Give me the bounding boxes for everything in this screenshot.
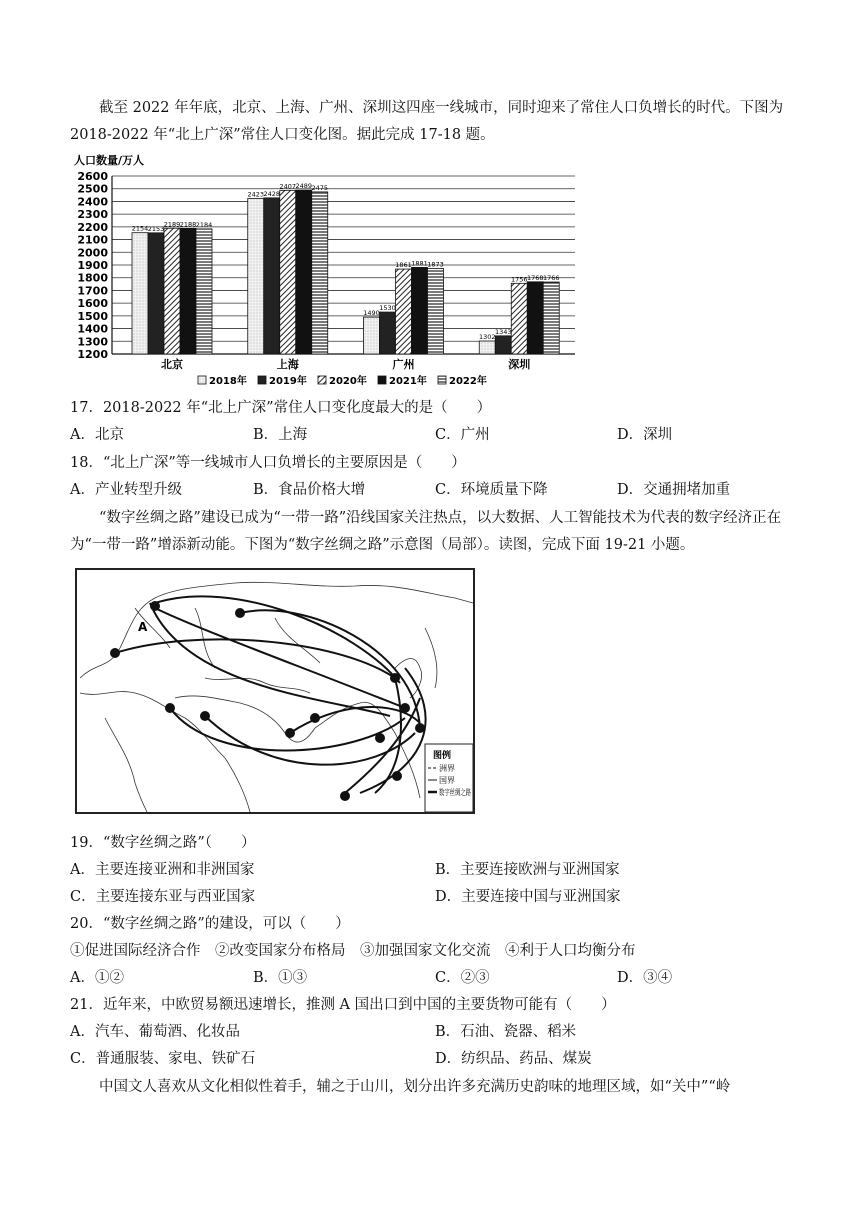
y-tick-label: 1900	[77, 259, 108, 272]
question-19-options-row-2	[70, 884, 810, 911]
q21-option-b[interactable]: B．石油、瓷器、稻米	[435, 1024, 577, 1040]
q17-option-b[interactable]: B．上海	[253, 427, 308, 443]
legend-label: 2020年	[329, 376, 367, 387]
question-19-options-row-1	[70, 857, 810, 884]
q18-option-a[interactable]: A．产业转型升级	[70, 482, 182, 498]
q18-option-b[interactable]: B．食品价格大增	[253, 482, 366, 498]
bar	[527, 282, 543, 354]
intro-paragraph-2: “数字丝绸之路”建设已成为“一带一路”沿线国家关注热点，以大数据、人工智能技术为代表的数字经济正在为“一带一路”增添新动能。下图为“数字丝绸之路”示意图（局部）。读图，完成下面 19-21 小题。	[70, 510, 782, 553]
q19-option-a[interactable]: A．主要连接亚洲和非洲国家	[70, 862, 255, 878]
legend-label: 2018年	[209, 376, 247, 387]
q19-option-d[interactable]: D．主要连接中国与亚洲国家	[435, 889, 621, 905]
legend-swatch	[378, 376, 386, 384]
question-21-stem: 21．近年来，中欧贸易额迅速增长，推测 A 国出口到中国的主要货物可能有（ ）	[70, 997, 616, 1013]
x-tick-label: 上海	[276, 358, 299, 371]
q21-option-d[interactable]: D．纺织品、药品、煤炭	[435, 1051, 592, 1067]
bar-value-label: 1881	[411, 259, 428, 268]
legend-swatch	[318, 376, 326, 384]
map-node	[165, 703, 175, 713]
x-tick-label: 广州	[392, 358, 415, 371]
question-20-stem: 20．“数字丝绸之路”的建设，可以（ ）	[70, 916, 350, 932]
bar	[479, 341, 495, 354]
chart-svg	[70, 150, 580, 396]
bar-value-label: 1768	[526, 273, 544, 282]
bar-value-label: 1530	[379, 304, 396, 313]
legend-swatch	[438, 376, 446, 384]
y-tick-label: 2500	[77, 182, 108, 196]
q20-option-a[interactable]: A．①②	[70, 970, 124, 986]
map-node	[110, 648, 120, 658]
bar	[364, 317, 380, 354]
bar	[380, 312, 396, 354]
bar-value-label: 1302	[478, 333, 496, 342]
q17-option-a[interactable]: A．北京	[70, 427, 124, 443]
legend-title: 图例	[433, 751, 452, 761]
bar	[495, 336, 511, 354]
bar-value-label: 2428	[263, 189, 281, 198]
bar	[164, 228, 180, 354]
question-18-options	[70, 477, 810, 504]
bar-value-label: 1343	[494, 327, 512, 336]
q20-option-c[interactable]: C．②③	[435, 970, 490, 986]
question-20-items: ①促进国际经济合作 ②改变国家分布格局 ③加强国家文化交流 ④利于人口均衡分布	[70, 943, 636, 959]
bar-value-label: 2188	[179, 220, 197, 229]
y-tick-label: 1800	[77, 271, 108, 285]
map-node	[235, 608, 245, 618]
q19-option-c[interactable]: C．主要连接东亚与西亚国家	[70, 889, 256, 905]
q21-option-a[interactable]: A．汽车、葡萄酒、化妆品	[70, 1024, 240, 1040]
y-tick-label: 2300	[77, 208, 108, 222]
q21-option-c[interactable]: C．普通服装、家电、铁矿石	[70, 1051, 256, 1067]
bar	[543, 282, 559, 354]
y-tick-label: 2100	[77, 233, 108, 247]
bar	[428, 268, 444, 354]
map-node	[415, 723, 425, 733]
bar	[511, 283, 527, 354]
question-20-options	[70, 965, 810, 992]
bar	[396, 269, 412, 354]
bar-value-label: 2184	[195, 220, 213, 229]
q18-option-c[interactable]: C．环境质量下降	[435, 482, 548, 498]
x-tick-label: 深圳	[508, 358, 531, 371]
q17-option-d[interactable]: D．深圳	[617, 427, 673, 443]
question-21-options-row-2	[70, 1046, 810, 1073]
population-bar-chart	[70, 150, 580, 396]
digital-silk-road-map	[75, 568, 487, 814]
q18-option-d[interactable]: D．交通拥堵加重	[617, 482, 731, 498]
y-tick-label: 2400	[77, 195, 108, 209]
y-tick-label: 1400	[77, 322, 108, 336]
y-tick-label: 2200	[77, 220, 108, 234]
bar	[180, 228, 196, 354]
legend-route: 数字丝绸之路	[439, 788, 487, 797]
bar-value-label: 1490	[363, 309, 380, 318]
legend-continent: 洲界	[439, 764, 455, 773]
bar-value-label: 1766	[542, 274, 560, 283]
question-19-stem: 19．“数字丝绸之路”（ ）	[70, 835, 256, 851]
question-17-options	[70, 422, 810, 449]
map-legend	[425, 744, 487, 812]
bar-value-label: 2153	[147, 224, 165, 233]
legend-swatch	[258, 376, 266, 384]
map-node	[400, 703, 410, 713]
intro-paragraph-3: 中国文人喜欢从文化相似性着手，辅之于山川，划分出许多充满历史韵味的地理区域，如“关中”“岭	[99, 1079, 731, 1095]
bar	[196, 229, 212, 354]
legend-swatch	[198, 376, 206, 384]
q20-option-b[interactable]: B．①③	[253, 970, 308, 986]
map-node	[285, 728, 295, 738]
bar-value-label: 1756	[510, 275, 528, 284]
bar	[312, 192, 328, 354]
bar	[248, 199, 264, 354]
map-node	[392, 771, 402, 781]
bar	[264, 198, 280, 354]
question-17-stem: 17．2018-2022 年“北上广深”常住人口变化度最大的是（ ）	[70, 400, 492, 416]
bar-value-label: 2489	[295, 182, 313, 191]
map-node	[390, 673, 400, 683]
bar-value-label: 1873	[427, 260, 444, 269]
legend-label: 2022年	[449, 376, 487, 387]
map-node	[150, 601, 160, 611]
bar-value-label: 2475	[311, 183, 329, 192]
bar-value-label: 2189	[163, 220, 181, 229]
legend-label: 2019年	[269, 376, 307, 387]
legend-label: 2021年	[389, 376, 427, 387]
map-svg	[75, 568, 487, 814]
y-tick-label: 2000	[77, 246, 108, 260]
question-21-options-row-1	[70, 1019, 810, 1046]
bar	[412, 267, 428, 354]
y-tick-label: 1300	[77, 335, 108, 349]
y-tick-label: 1600	[77, 297, 108, 311]
map-node	[375, 733, 385, 743]
q17-option-c[interactable]: C．广州	[435, 427, 490, 443]
bar	[132, 233, 148, 354]
question-18-stem: 18．“北上广深”等一线城市人口负增长的主要原因是（ ）	[70, 455, 466, 471]
map-node	[200, 711, 210, 721]
bar-value-label: 2423	[247, 190, 265, 199]
bar	[148, 233, 164, 354]
y-tick-label: 2600	[77, 170, 108, 183]
map-node	[340, 791, 350, 801]
y-tick-label: 1700	[77, 284, 108, 298]
bar	[280, 190, 296, 354]
y-axis-label: 人口数量/万人	[74, 154, 145, 167]
legend-border: 国界	[439, 776, 455, 785]
map-node	[310, 713, 320, 723]
bar-value-label: 2154	[131, 224, 149, 233]
q19-option-b[interactable]: B．主要连接欧洲与亚洲国家	[435, 862, 620, 878]
y-tick-label: 1500	[77, 309, 108, 323]
bar-value-label: 2407	[279, 182, 297, 191]
map-label-a: A	[138, 620, 148, 634]
bar-value-label: 1861	[395, 261, 412, 270]
x-tick-label: 北京	[161, 358, 183, 371]
intro-paragraph-1: 截至 2022 年年底，北京、上海、广州、深圳这四座一线城市，同时迎来了常住人口负增长的时代。下图为 2018-2022 年“北上广深”常住人口变化图。据此完成 17-18 题。	[70, 100, 784, 143]
q20-option-d[interactable]: D．③④	[617, 970, 673, 986]
y-tick-label: 1200	[77, 348, 108, 361]
bar	[296, 190, 312, 354]
